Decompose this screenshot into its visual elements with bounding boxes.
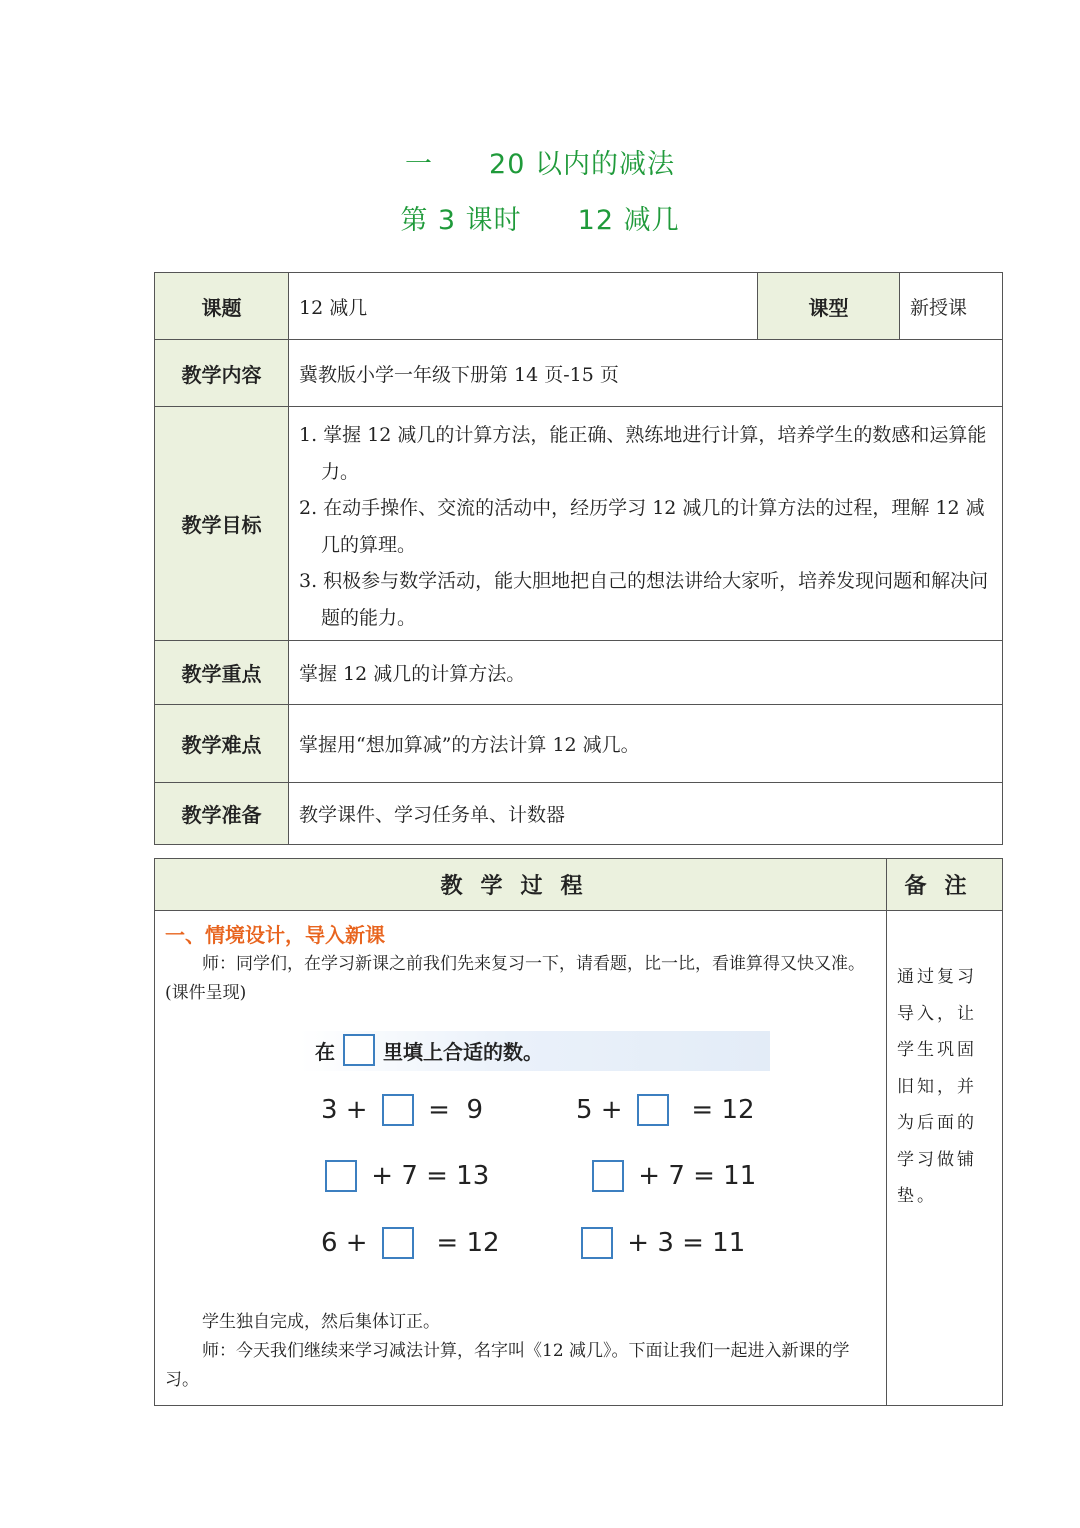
answer-box[interactable] xyxy=(581,1227,613,1259)
goal-item: 2. 在动手操作、交流的活动中，经历学习 12 减几的计算方法的过程，理解 12 减几的算理。 xyxy=(299,497,985,556)
type-label: 课型 xyxy=(758,273,900,340)
exercise-instruction xyxy=(315,1034,543,1066)
key-value: 掌握 12 减几的计算方法。 xyxy=(289,641,1003,705)
section-title: 一、情境设计，导入新课 xyxy=(165,923,385,947)
goal-item: 3. 积极参与数学活动，能大胆地把自己的想法讲给大家听，培养发现问题和解决问题的能力。 xyxy=(299,570,989,629)
lesson-title: 第 3 课时 12 减几 xyxy=(400,205,680,236)
note-text: 通过复习导入，让学生巩固旧知，并为后面的学习做铺垫。 xyxy=(897,967,977,1206)
answer-box[interactable] xyxy=(325,1160,357,1192)
key-label: 教学重点 xyxy=(155,641,289,705)
topic-label: 课题 xyxy=(155,273,289,340)
goals-list xyxy=(289,407,1002,640)
goal-item: 1. 掌握 12 减几的计算方法，能正确、熟练地进行计算，培养学生的数感和运算能力。 xyxy=(299,424,987,483)
answer-box[interactable] xyxy=(382,1094,414,1126)
student-activity-paragraph: 学生独自完成，然后集体订正。 xyxy=(202,1312,440,1332)
type-value: 新授课 xyxy=(900,273,1003,340)
teacher-intro-paragraph: 师：同学们，在学习新课之前我们先来复习一下，请看题，比一比，看谁算得又快又准。(课件呈现) xyxy=(165,954,865,1003)
review-exercise xyxy=(165,1012,876,1302)
equation: 3 + = 9 xyxy=(321,1095,483,1125)
process-content xyxy=(155,911,887,1406)
content-label: 教学内容 xyxy=(155,340,289,407)
equation: 5 + = 12 xyxy=(576,1095,755,1125)
topic-value: 12 减几 xyxy=(289,273,758,340)
lesson-info-table xyxy=(154,272,1003,845)
difficulty-value: 掌握用“想加算减”的方法计算 12 减几。 xyxy=(289,705,1003,783)
content-value: 冀教版小学一年级下册第 14 页-15 页 xyxy=(289,340,1003,407)
equation: + 7 = 11 xyxy=(586,1160,756,1192)
teacher-transition-paragraph: 师：今天我们继续来学习减法计算，名字叫《12 减几》。下面让我们一起进入新课的学习。 xyxy=(165,1341,850,1390)
goals-label: 教学目标 xyxy=(155,407,289,641)
prep-value: 教学课件、学习任务单、计数器 xyxy=(289,783,1003,845)
instruction-suffix: 里填上合适的数。 xyxy=(383,1039,543,1064)
equation: + 7 = 13 xyxy=(319,1160,489,1192)
equation: 6 + = 12 xyxy=(321,1228,500,1258)
teaching-process-table xyxy=(154,858,1003,1406)
notes-cell xyxy=(887,911,1003,1406)
difficulty-label: 教学难点 xyxy=(155,705,289,783)
answer-box-icon xyxy=(343,1034,375,1066)
prep-label: 教学准备 xyxy=(155,783,289,845)
instruction-prefix: 在 xyxy=(315,1039,335,1064)
goals-cell xyxy=(289,407,1003,641)
notes-header: 备注 xyxy=(887,859,1003,911)
answer-box[interactable] xyxy=(637,1094,669,1126)
answer-box[interactable] xyxy=(592,1160,624,1192)
unit-title: 一 20 以内的减法 xyxy=(405,149,675,180)
answer-box[interactable] xyxy=(382,1227,414,1259)
equation: + 3 = 11 xyxy=(575,1227,745,1259)
process-header: 教学过程 xyxy=(155,859,887,911)
